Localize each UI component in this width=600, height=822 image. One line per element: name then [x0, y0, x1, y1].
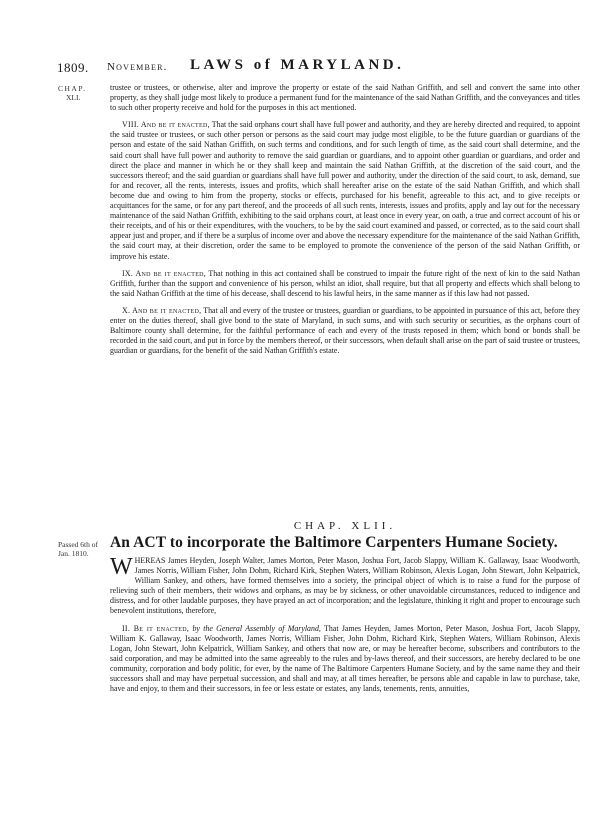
chapter-xlii-body [110, 556, 580, 694]
preamble-text: HEREAS James Heyden, Joseph Walter, James Morton, Peter Mason, Joshua Fort, Jacob Slappy, William K. Gallaway, Isaac Woodworth, James Norris, William Fisher, John Dohm, Richard Kirk, Stephen Waters, William Robinson, Alexis Logan, John Stewart, John Kelpatrick, William Sankey, and others, have formed themselves into a society, the principal object of which is to raise a fund for the purpose of relieving such of their members, their widows and orphans, as may be by sickness, or other unavoidable circumstances, reduced to indigence and distress, and for other laudable purposes, they have prayed an act of incorporation; and the legislature, thinking it right and proper to encourage such benevolent institutions, therefore, [110, 556, 580, 616]
section-viii-text: That the said orphans court shall have full power and authority, and they are hereby directed and required, to appoint the said trustee or trustees, or such other person or persons as the said court may judge most eligible, to be the future guardian or guardians of the person and estate of the said Nathan Griffith, on such terms and conditions, and for such length of time, as the said court shall determine, and the said court shall have full power and authority to remove the said guardian or guardians, and to appoint other guardian or guardians, and order and direct the place and manner in which he or they shall keep and maintain the said Nathan Griffith, at the discretion of the said court, and the successors thereof; and the said guardian or guardians shall have full power and authority, under the direction of the said court, to ask, demand, sue for and recover, all the rents, interests, issues and profits, which shall hereafter arise on the estate of the said Nathan Griffith, and which shall become due and owing to him from the property, stocks or effects, purchased for his benefit, agreeable to this act, and to give receipts or acquittances for the same, or for any part thereof, and the proceeds of all such rents, interests, issues and profits, apply and lay out for the necessary maintenance of the said Nathan Griffith, exhibiting to the said orphans court, at least once in every year, on oath, a true and correct account of his or their receipts, and of his or their expenditures, with the vouchers, to be by the said court examined and passed, or corrected, as to the said court shall appear just and proper, and if there be a surplus of income over and above the necessary expenditure for the maintenance of the said Nathan Griffith, the said court may, at their discretion, order the same to be employed to promote the convenience of the person of the said Nathan Griffith, or improve his estate. [110, 120, 581, 261]
section-viii-lead: VIII. And be it enacted, [122, 120, 210, 130]
sidenote-chap-xli [58, 84, 104, 102]
section-viii [110, 120, 580, 261]
header-year: 1809. [57, 60, 89, 75]
chapter-xlii-heading: CHAP. XLII. [293, 520, 397, 532]
sidenote-passed-line2: Jan. 1810. [58, 549, 89, 558]
section-ii-lead: II. Be it enacted, [122, 623, 190, 633]
section-ix-text: That nothing in this act contained shall be construed to impair the future right of the next of kin to the said Nathan Griffith, further than the support and convenience of his person, whilst an idiot, shall require, but that all property and effects which shall belong to the said Nathan Griffith at the time of his decease, shall descend to his lawful heirs, in the same manner as if this law had not passed. [110, 268, 580, 298]
section-x [110, 306, 580, 356]
section-ii-assembly: by the General Assembly of Maryland, [189, 623, 321, 633]
header-month: November. [107, 61, 168, 73]
header-title: LAWS of MARYLAND. [190, 57, 405, 73]
sidenote-passed [58, 540, 104, 558]
preamble [110, 556, 580, 617]
section-ix-lead: IX. And be it enacted, [122, 268, 207, 278]
sidenote-passed-line1: Passed 6th of [58, 540, 98, 549]
act-title: An ACT to incorporate the Baltimore Carpenters Humane Society. [110, 534, 558, 551]
chapter-xli-body [110, 83, 580, 356]
section-x-text: That all and every of the trustee or trustees, guardian or guardians, to be appointed in pursuance of this act, before they enter on the duties thereof, shall give bond to the state of Maryland, in such sums, and with such security or securities, as the orphans court of Baltimore county shall determine, for the faithful performance of each and every of the trusts reposed in them; which bond or bonds shall be recorded in the said court, and put in force by the members thereof, or their successors, when default shall arise on the part of said trustee or trustees, guardian or guardians, for the benefit of the said Nathan Griffith's estate. [110, 305, 580, 356]
preamble-drop-cap: W [110, 554, 133, 580]
section-x-lead: X. And be it enacted, [122, 305, 202, 315]
section-ix [110, 269, 580, 299]
sidenote-chap-number: XLI. [66, 93, 81, 102]
continuation-paragraph: trustee or trustees, or otherwise, alter and improve the property or estate of the said Nathan Griffith, and sell and convert the same into other property, as they shall judge most likely to produce a permanent fund for the maintenance of the said Nathan Griffith, and the conveyances and titles to such other property receive and hold for the purposes in this act mentioned. [110, 83, 580, 113]
section-ii [110, 624, 580, 695]
section-ii-text: That James Heyden, James Morton, Peter Mason, Joshua Fort, Jacob Slappy, William K. Gallaway, Isaac Woodworth, James Norris, William Fisher, John Dohm, Richard Kirk, Stephen Waters, William Robinson, Alexis Logan, John Stewart, John Kelpatrick, William Sankey, and others that now are, or may be hereafter become, subscribers and contributors to the said corporation, and may be admitted into the same agreeably to the rules and by-laws thereof, and their successors, are hereby declared to be one community, corporation and body politic, for ever, by the name of The Baltimore Carpenters Humane Society, and by the same name they and their successors shall and may have perpetual succession, and shall and may, at all times hereafter, be persons able and capable in law to purchase, take, have and enjoy, to them and their successors, in fee or less estate or estates, any lands, tenements, rents, annuities, [110, 623, 581, 694]
sidenote-chap-label: CHAP. [58, 84, 87, 93]
